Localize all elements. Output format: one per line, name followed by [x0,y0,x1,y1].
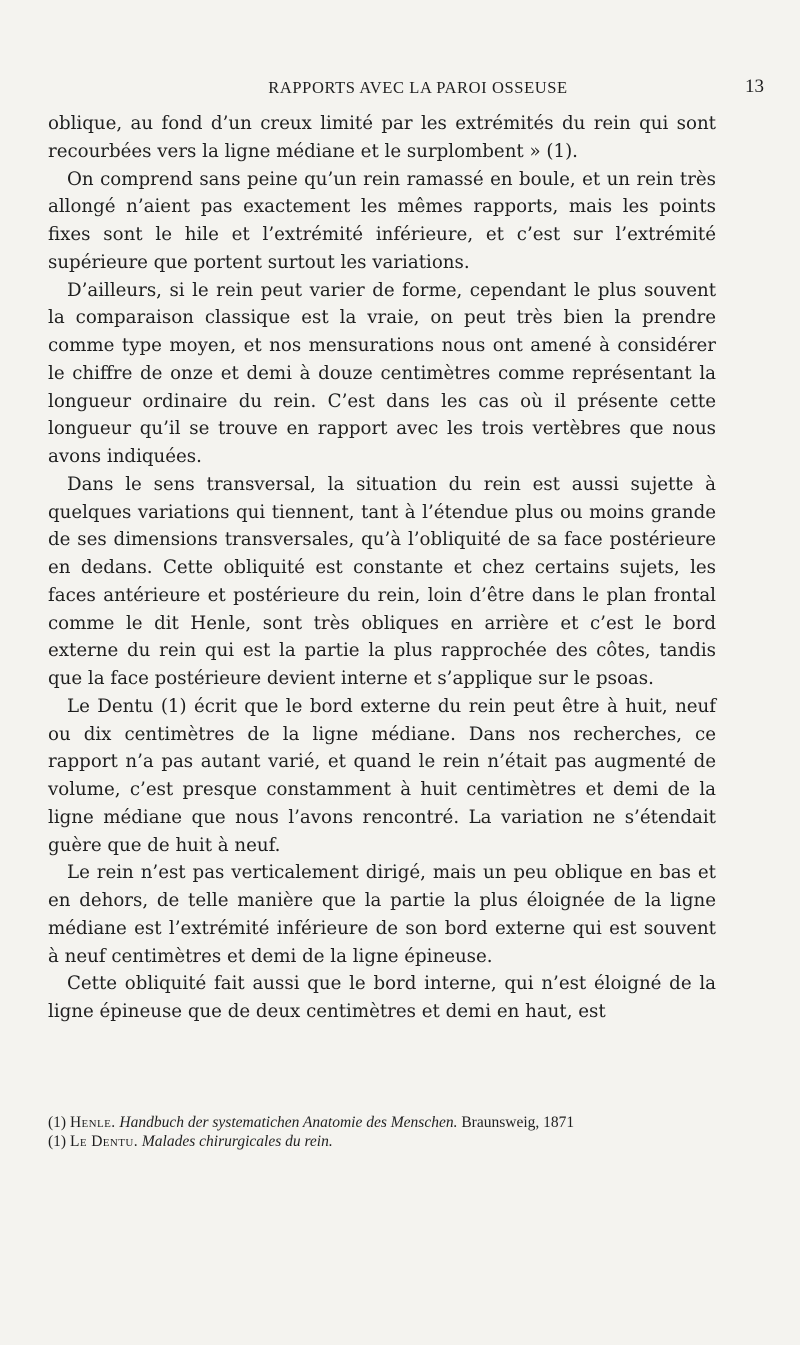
footnote-marker: (1) [48,1114,67,1131]
footnotes [48,1113,728,1151]
running-header [60,78,764,102]
footnote-marker: (1) [48,1133,67,1150]
page-number: 13 [745,76,764,97]
footnote-henle [48,1113,728,1132]
footnote-author: Le Dentu. [69,1133,139,1150]
paragraph: Dans le sens transversal, la situation du rein est aussi sujette à quelques variations qui tiennent, tant à l’étendue plus ou moins grande de ses dimensions transversales, qu’à l’obliquité de sa face postérieure en dedans. Cette obliquité est constante et chez certains sujets, les faces antérieure et postérieure du rein, loin d’être dans le plan frontal comme le dit Henle, sont très obliques en arrière et c’est le bord externe du rein qui est la partie la plus rapprochée des côtes, tandis que la face postérieure devient interne et s’applique sur le psoas. [48,473,716,689]
paragraph: D’ailleurs, si le rein peut varier de forme, cependant le plus souvent la comparaison classique est la vraie, on peut très bien la prendre comme type moyen, et nos mensurations nous ont amené à considérer le chiffre de onze et demi à douze centimètres comme représentant la longueur ordinaire du rein. C’est dans les cas où il présente cette longueur qu’il se trouve en rapport avec les trois vertèbres que nous avons indiquées. [48,279,716,467]
paragraph-continuation: oblique, au fond d’un creux limité par les extrémités du rein qui sont recourbées vers la ligne médiane et le surplombent » (1). [48,113,716,162]
paragraph: Le rein n’est pas verticalement dirigé, mais un peu oblique en bas et en dehors, de telle manière que la partie la plus éloignée de la ligne médiane est l’extrémité inférieure de son bord externe qui est souvent à neuf centimètres et demi de la ligne épineuse. [48,862,716,967]
footnote-le-dentu [48,1132,728,1151]
running-title: RAPPORTS AVEC LA PAROI OSSEUSE [268,78,568,97]
body-text [48,110,716,1026]
paragraph: On comprend sans peine qu’un rein ramassé en boule, et un rein très allongé n’aient pas exactement les mêmes rapports, mais les points fixes sont le hile et l’extrémité inférieure, et c’est sur l’extrémité supérieure que portent surtout les variations. [48,168,716,273]
footnote-author: Henle. [69,1114,116,1131]
footnote-title: Handbuch der systematichen Anatomie des Menschen. [119,1114,458,1131]
footnote-title: Malades chirurgicales du rein. [141,1133,333,1150]
footnote-publication: Braunsweig, 1871 [461,1114,575,1131]
paragraph: Cette obliquité fait aussi que le bord interne, qui n’est éloigné de la ligne épineuse que de deux centimètres et demi en haut, est [48,973,716,1022]
paragraph: Le Dentu (1) écrit que le bord externe du rein peut être à huit, neuf ou dix centimètres de la ligne médiane. Dans nos recherches, ce rapport n’a pas autant varié, et quand le rein n’était pas augmenté de volume, c’est presque constamment à huit centimètres et demi de la ligne médiane que nous l’avons rencontré. La variation ne s’étendait guère que de huit à neuf. [48,695,716,856]
